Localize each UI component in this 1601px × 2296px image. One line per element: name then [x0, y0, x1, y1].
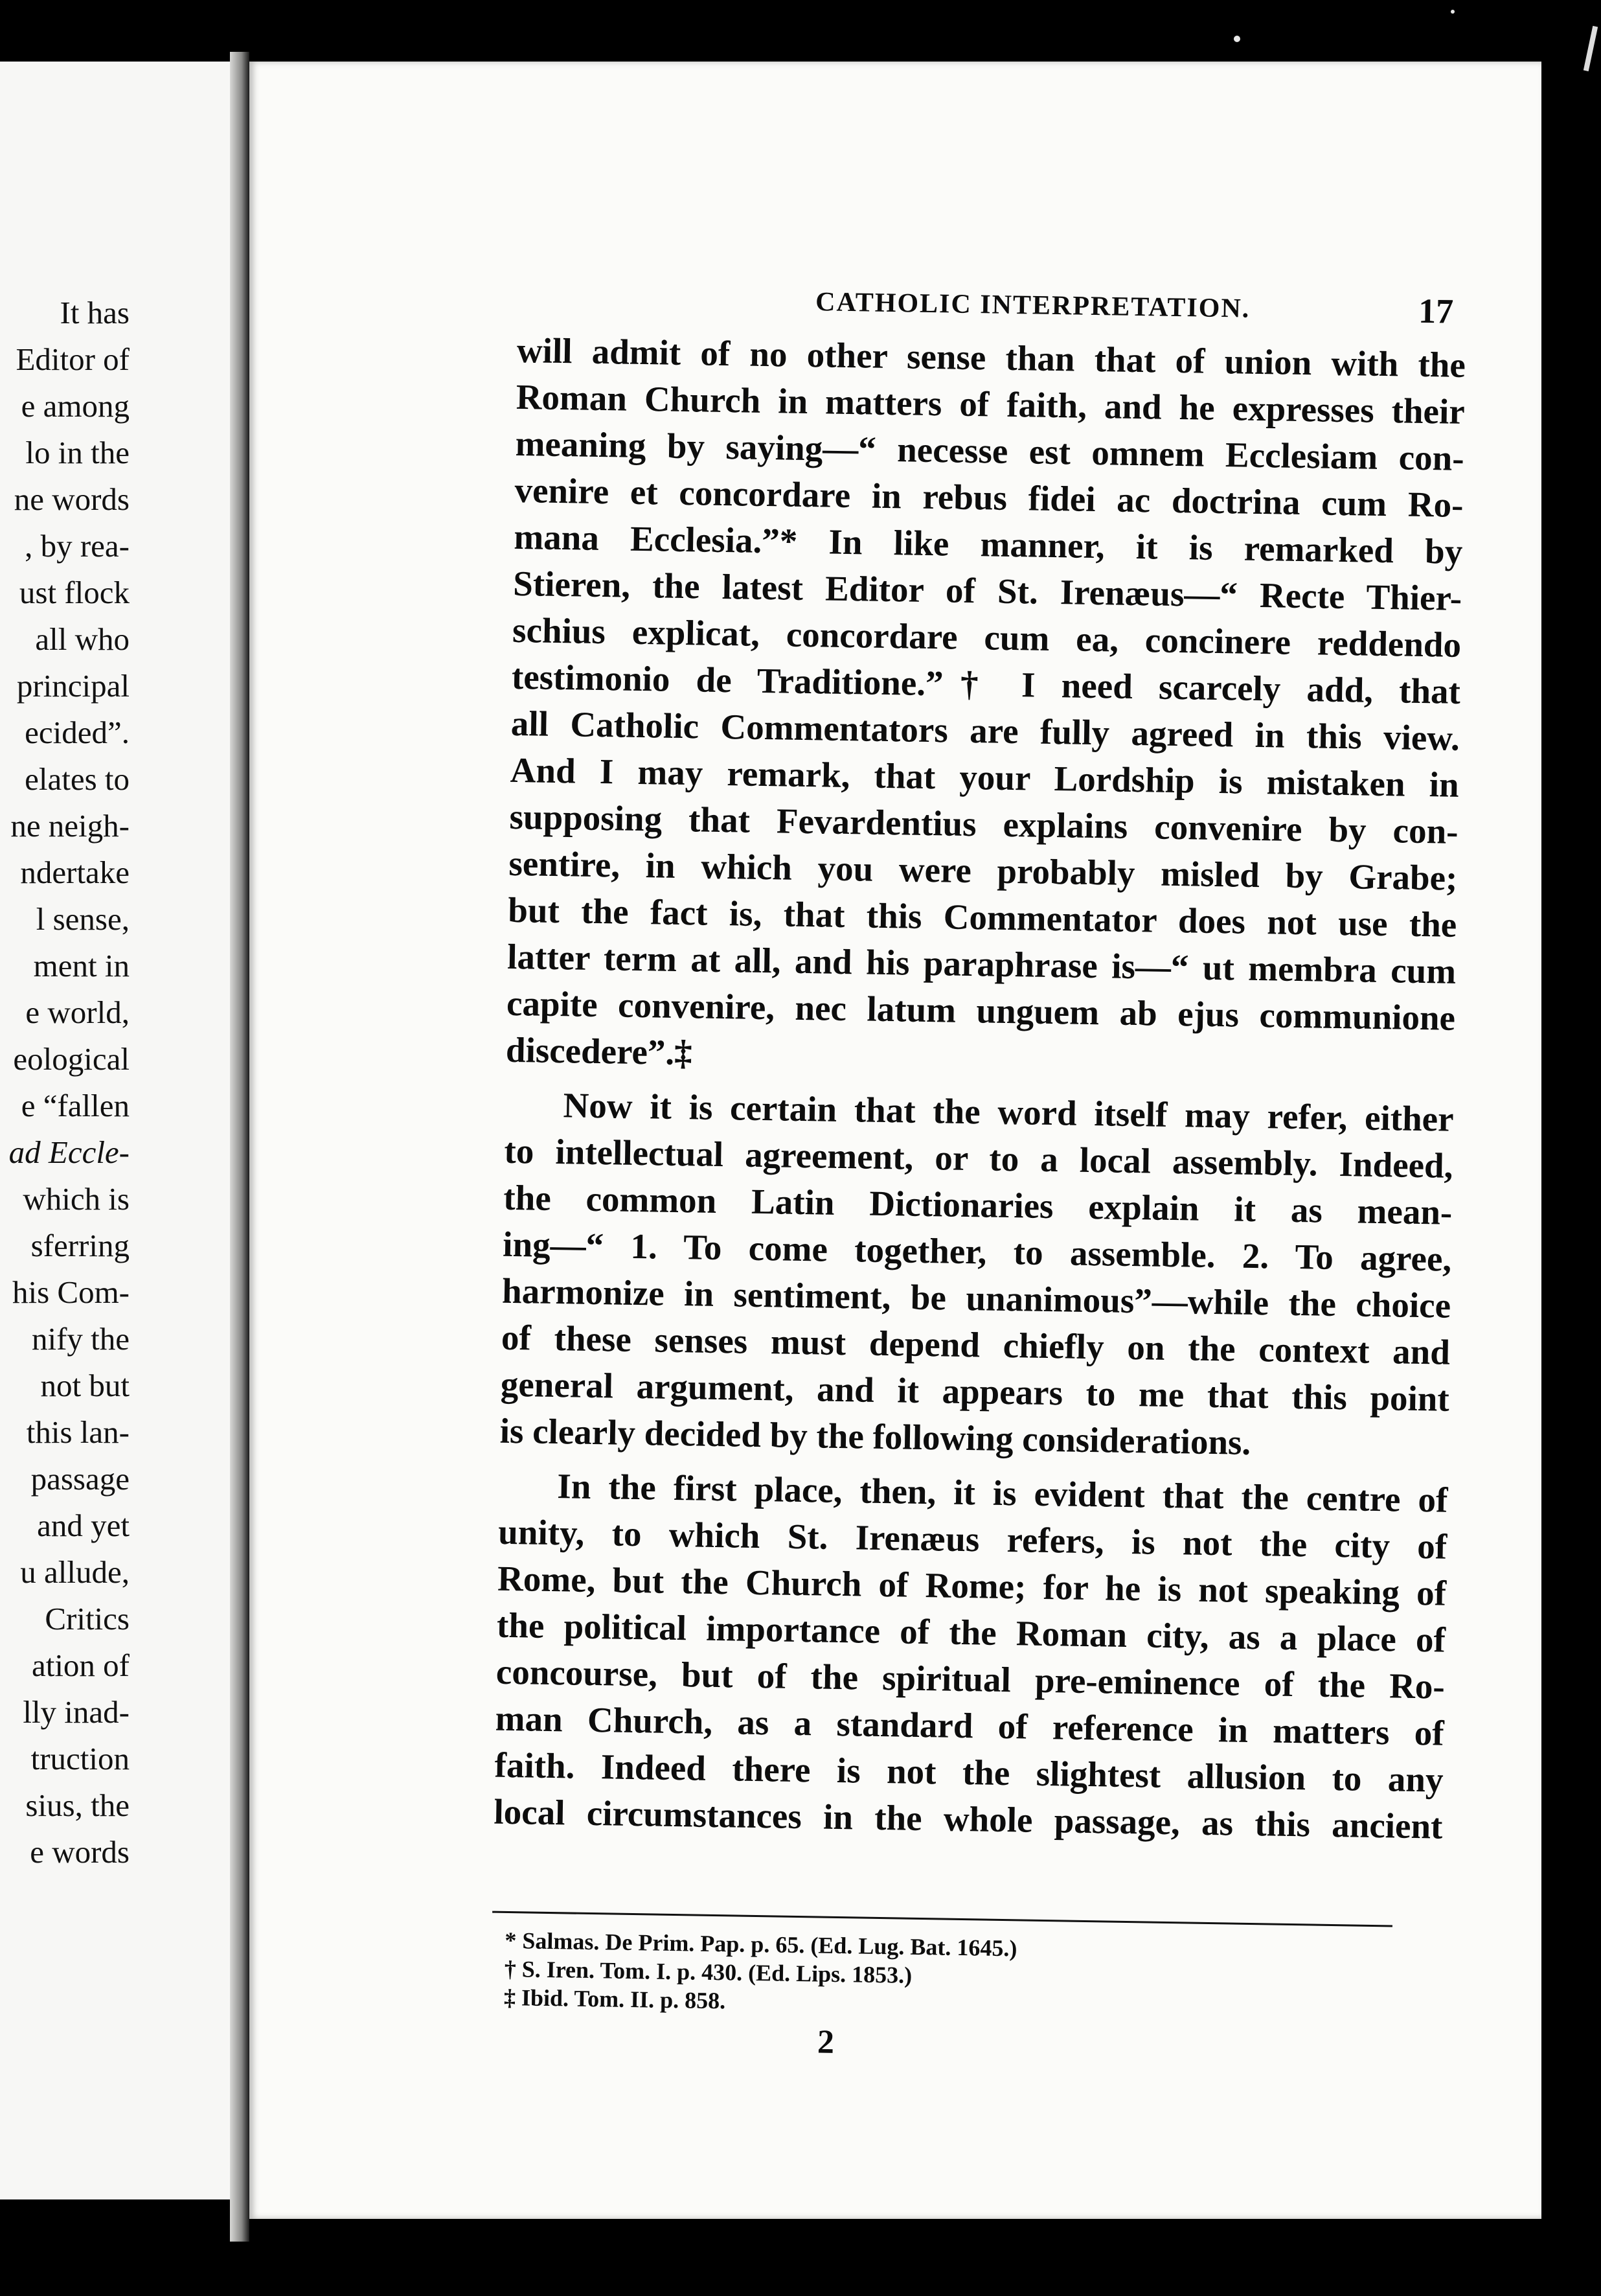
scan-edge-mark	[1584, 26, 1598, 71]
previous-page-line: e “fallen	[21, 1088, 130, 1123]
previous-page-line: ust flock	[19, 575, 130, 610]
previous-page-fragment	[0, 62, 230, 2199]
text-line: local circumstances in the whole passage, as this ancient	[494, 1791, 1443, 1846]
previous-page-line: ne neigh-	[10, 808, 130, 844]
text-line: schius explicat, concordare cum ea, concinere reddendo	[512, 610, 1462, 665]
text-line: mana Ecclesia.”* In like manner, it is remarked by	[513, 516, 1463, 571]
previous-page-line: It has	[60, 295, 130, 330]
previous-page-line: ation of	[31, 1647, 130, 1683]
text-line: faith. Indeed there is not the slightest allusion to any	[494, 1745, 1444, 1800]
previous-page-line: and yet	[37, 1508, 130, 1543]
previous-page-line: u allude,	[20, 1554, 130, 1590]
running-head-title: CATHOLIC INTERPRETATION.	[815, 287, 1251, 324]
text-line: meaning by saying—“ necesse est omnem Ecclesiam con-	[515, 423, 1465, 478]
dust-speck	[1234, 36, 1240, 42]
previous-page-line: lly inad-	[23, 1694, 130, 1730]
text-line: testimonio de Traditione.”† I need scarcely add, that	[511, 656, 1461, 711]
previous-page-line: passage	[30, 1461, 130, 1497]
dust-speck	[1451, 10, 1455, 14]
text-line: the political importance of the Roman city, as a place of	[496, 1605, 1446, 1660]
previous-page-line: all who	[35, 621, 130, 657]
text-line: concourse, but of the spiritual pre-eminence of the Ro-	[495, 1651, 1446, 1706]
text-line: discedere”.‡	[505, 1029, 693, 1073]
previous-page-line: eological	[13, 1041, 130, 1077]
text-line: man Church, as a standard of reference in matters of	[495, 1698, 1445, 1753]
text-line: Roman Church in matters of faith, and he expresses their	[516, 376, 1466, 431]
text-line: harmonize in sentiment, be unanimous”—while the choice	[501, 1270, 1451, 1326]
previous-page-line: ment in	[33, 948, 130, 983]
text-line: will admit of no other sense than that of union with the	[516, 330, 1466, 385]
footnote: * Salmas. De Prim. Pap. p. 65. (Ed. Lug. Bat. 1645.)	[505, 1927, 1017, 1962]
previous-page-line: principal	[16, 668, 130, 704]
previous-page-line: ndertake	[20, 855, 130, 890]
previous-page-text	[0, 290, 130, 1876]
text-line: Rome, but the Church of Rome; for he is not speaking of	[497, 1558, 1447, 1613]
text-line: latter term at all, and his paraphrase is—“ ut membra cum	[506, 936, 1457, 991]
text-line: venire et concordare in rebus fidei ac doctrina cum Ro-	[514, 470, 1464, 525]
text-line: general argument, and it appears to me that this point	[500, 1364, 1450, 1419]
book-gutter	[230, 52, 249, 2242]
text-line: but the fact is, that this Commentator does not use the	[507, 890, 1457, 945]
previous-page-line: truction	[30, 1741, 130, 1776]
previous-page-line: this lan-	[26, 1414, 130, 1450]
text-line: unity, to which St. Irenæus refers, is not the city of	[497, 1511, 1448, 1567]
text-line: Now it is certain that the word itself may refer, either	[563, 1085, 1455, 1139]
previous-page-line: e words	[30, 1834, 130, 1870]
previous-page-line: sferring	[30, 1228, 130, 1263]
previous-page-line: ne words	[14, 481, 130, 517]
previous-page-line: , by rea-	[25, 528, 130, 564]
page-number: 17	[1418, 291, 1454, 331]
body-text	[494, 327, 1466, 1850]
text-line: is clearly decided by the following considerations.	[499, 1410, 1251, 1462]
previous-page-line: ecided”.	[25, 715, 130, 750]
text-line: all Catholic Commentators are fully agreed in this view.	[510, 703, 1460, 758]
previous-page-line: l sense,	[36, 901, 130, 937]
running-head	[517, 282, 1467, 336]
previous-page-line: lo in the	[25, 435, 130, 470]
previous-page-line: not but	[40, 1368, 130, 1403]
text-line: sentire, in which you were probably misled by Grabe;	[508, 843, 1458, 898]
footnote: ‡ Ibid. Tom. II. p. 858.	[503, 1984, 726, 2014]
previous-page-line: elates to	[25, 761, 130, 797]
text-line: Stieren, the latest Editor of St. Irenæus—“ Recte Thier-	[512, 563, 1462, 618]
text-line: And I may remark, that your Lordship is mistaken in	[510, 750, 1460, 805]
previous-page-line: Critics	[45, 1601, 130, 1636]
text-line: to intellectual agreement, or to a local assembly. Indeed,	[504, 1131, 1453, 1186]
text-line: In the first place, then, it is evident that the centre of	[556, 1466, 1448, 1520]
previous-page-line: e among	[21, 388, 130, 424]
previous-page-line: nify the	[31, 1321, 130, 1357]
text-line: capite convenire, nec latum unguem ab ejus communione	[506, 983, 1456, 1038]
footnote: † S. Iren. Tom. I. p. 430. (Ed. Lips. 1853.)	[504, 1955, 913, 1988]
previous-page-line: Editor of	[16, 341, 130, 377]
text-line: ing—“ 1. To come together, to assemble. 2. To agree,	[502, 1224, 1452, 1279]
previous-page-line: sius, the	[25, 1787, 130, 1823]
text-line: supposing that Fevardentius explains convenire by con-	[509, 796, 1459, 851]
footnote-rule	[492, 1911, 1392, 1927]
previous-page-line: his Com-	[12, 1274, 130, 1310]
text-line: of these senses must depend chiefly on the context and	[501, 1317, 1451, 1372]
previous-page-line: e world,	[25, 994, 130, 1030]
previous-page-line: which is	[23, 1181, 130, 1217]
text-line: the common Latin Dictionaries explain it as mean-	[503, 1177, 1453, 1232]
previous-page-line: ad Eccle-	[8, 1134, 130, 1170]
signature-mark: 2	[817, 2023, 835, 2061]
page-content	[494, 62, 1470, 2061]
footnotes	[504, 1926, 1017, 2019]
page-17	[249, 62, 1541, 2219]
